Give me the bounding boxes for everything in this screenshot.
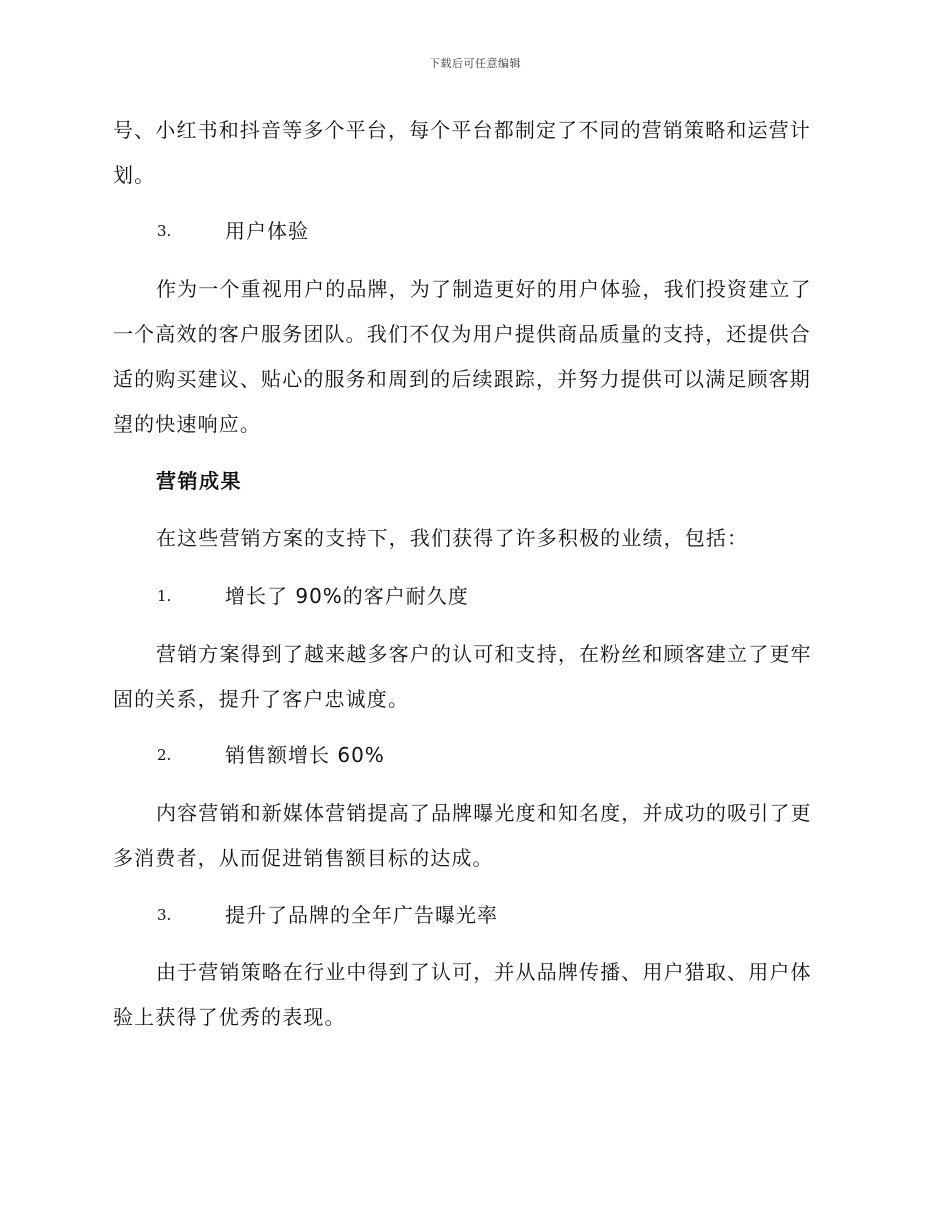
- list-item-title: 增长了 90%的客户耐久度: [225, 584, 469, 608]
- list-number: 3.: [157, 222, 172, 240]
- list-item-title: 销售额增长 60%: [225, 743, 385, 767]
- paragraph-line: 划。: [113, 163, 156, 187]
- list-item-title: 用户体验: [225, 219, 309, 243]
- paragraph-line: 号、小红书和抖音等多个平台，每个平台都制定了不同的营销策略和运营计: [113, 118, 811, 142]
- list-number: 3.: [157, 906, 172, 924]
- paragraph-line: 一个高效的客户服务团队。我们不仅为用户提供商品质量的支持，还提供合: [113, 322, 811, 346]
- list-number: 1.: [157, 587, 172, 605]
- section-heading: 营销成果: [156, 469, 242, 493]
- paragraph-line: 多消费者，从而促进销售额目标的达成。: [113, 846, 494, 870]
- list-item-title: 提升了品牌的全年广告曝光率: [225, 903, 498, 927]
- page-header-note: 下载后可任意编辑: [429, 57, 521, 70]
- paragraph-line: 望的快速响应。: [113, 412, 262, 436]
- paragraph-line: 固的关系，提升了客户忠诚度。: [113, 687, 410, 711]
- paragraph-line: 营销方案得到了越来越多客户的认可和支持，在粉丝和顾客建立了更牢: [156, 642, 812, 666]
- paragraph-line: 适的购买建议、贴心的服务和周到的后续跟踪，并努力提供可以满足顾客期: [113, 367, 811, 391]
- paragraph-line: 作为一个重视用户的品牌，为了制造更好的用户体验，我们投资建立了: [156, 277, 812, 301]
- paragraph-line: 内容营销和新媒体营销提高了品牌曝光度和知名度，并成功的吸引了更: [156, 801, 812, 825]
- paragraph-line: 验上获得了优秀的表现。: [113, 1005, 346, 1029]
- list-number: 2.: [157, 746, 172, 764]
- paragraph-line: 在这些营销方案的支持下，我们获得了许多积极的业绩，包括：: [156, 526, 749, 550]
- paragraph-line: 由于营销策略在行业中得到了认可，并从品牌传播、用户猎取、用户体: [156, 960, 812, 984]
